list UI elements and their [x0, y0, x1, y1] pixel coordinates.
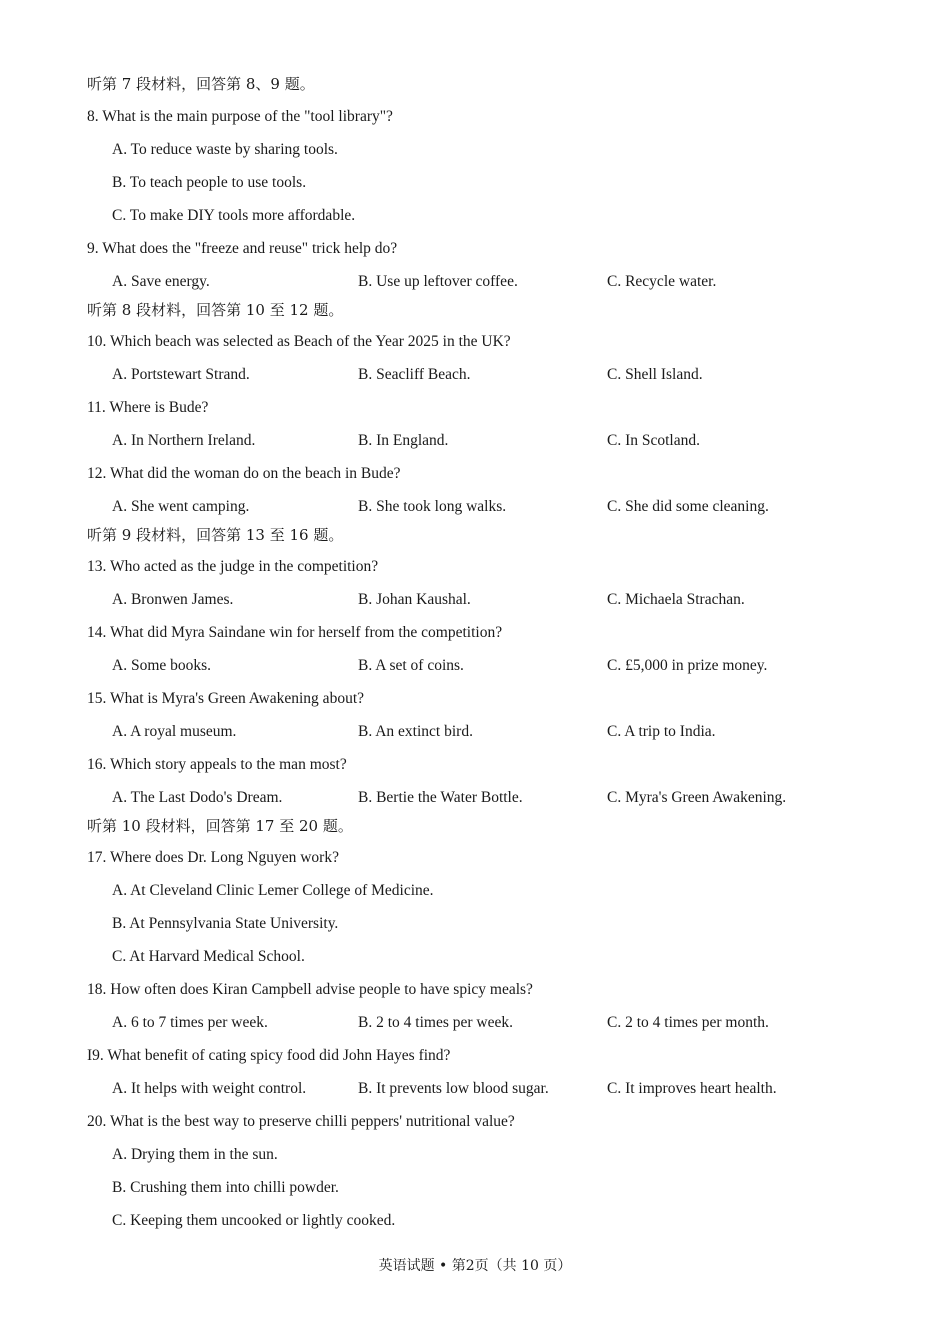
section-heading: 听第 8 段材料，回答第 10 至 12 题。	[87, 301, 344, 319]
answer-option: A. A royal museum.	[112, 723, 237, 740]
answer-option: B. An extinct bird.	[358, 723, 473, 740]
question-stem: 10. Which beach was selected as Beach of the Year 2025 in the UK?	[87, 333, 511, 350]
question-stem: 14. What did Myra Saindane win for herself from the competition?	[87, 624, 503, 641]
answer-option: C. £5,000 in prize money.	[607, 657, 768, 674]
answer-option: B. To teach people to use tools.	[112, 174, 307, 191]
answer-option: A. Portstewart Strand.	[112, 366, 250, 383]
section-heading: 听第 10 段材料，回答第 17 至 20 题。	[87, 817, 353, 835]
answer-option: C. Recycle water.	[607, 273, 717, 290]
question-stem: 15. What is Myra's Green Awakening about?	[87, 690, 365, 707]
answer-option: A. 6 to 7 times per week.	[112, 1014, 268, 1031]
answer-option: B. Seacliff Beach.	[358, 366, 471, 383]
answer-option: B. Bertie the Water Bottle.	[358, 789, 523, 806]
answer-option: C. Shell Island.	[607, 366, 703, 383]
answer-option: A. She went camping.	[112, 498, 250, 515]
question-stem: 13. Who acted as the judge in the competition?	[87, 558, 379, 575]
question-stem: 17. Where does Dr. Long Nguyen work?	[87, 849, 339, 866]
answer-option: B. 2 to 4 times per week.	[358, 1014, 513, 1031]
question-stem: 9. What does the "freeze and reuse" trick help do?	[87, 240, 398, 257]
question-stem: I9. What benefit of cating spicy food did John Hayes find?	[87, 1047, 451, 1064]
section-heading: 听第 9 段材料，回答第 13 至 16 题。	[87, 526, 344, 544]
answer-option: B. It prevents low blood sugar.	[358, 1080, 549, 1097]
answer-option: A. Bronwen James.	[112, 591, 234, 608]
answer-option: B. Crushing them into chilli powder.	[112, 1179, 339, 1196]
question-stem: 16. Which story appeals to the man most?	[87, 756, 347, 773]
answer-option: C. To make DIY tools more affordable.	[112, 207, 356, 224]
answer-option: B. At Pennsylvania State University.	[112, 915, 339, 932]
answer-option: B. Use up leftover coffee.	[358, 273, 518, 290]
question-stem: 11. Where is Bude?	[87, 399, 209, 416]
answer-option: A. Drying them in the sun.	[112, 1146, 278, 1163]
question-stem: 18. How often does Kiran Campbell advise people to have spicy meals?	[87, 981, 533, 998]
answer-option: A. In Northern Ireland.	[112, 432, 256, 449]
answer-option: C. Keeping them uncooked or lightly cooked.	[112, 1212, 396, 1229]
section-heading: 听第 7 段材料，回答第 8、9 题。	[87, 75, 315, 93]
answer-option: B. A set of coins.	[358, 657, 464, 674]
answer-option: B. She took long walks.	[358, 498, 507, 515]
answer-option: C. In Scotland.	[607, 432, 700, 449]
page-footer: 英语试题 • 第2页（共 10 页）	[378, 1258, 572, 1274]
answer-option: A. Save energy.	[112, 273, 210, 290]
answer-option: C. Myra's Green Awakening.	[607, 789, 787, 806]
answer-option: A. To reduce waste by sharing tools.	[112, 141, 338, 158]
answer-option: B. Johan Kaushal.	[358, 591, 471, 608]
answer-option: C. A trip to India.	[607, 723, 716, 740]
answer-option: C. It improves heart health.	[607, 1080, 777, 1097]
answer-option: A. Some books.	[112, 657, 212, 674]
answer-option: C. 2 to 4 times per month.	[607, 1014, 769, 1031]
answer-option: A. At Cleveland Clinic Lemer College of Medicine.	[112, 882, 434, 899]
question-stem: 12. What did the woman do on the beach in Bude?	[87, 465, 401, 482]
answer-option: A. It helps with weight control.	[112, 1080, 307, 1097]
answer-option: C. She did some cleaning.	[607, 498, 769, 515]
question-stem: 8. What is the main purpose of the "tool library"?	[87, 108, 393, 125]
answer-option: C. Michaela Strachan.	[607, 591, 745, 608]
answer-option: C. At Harvard Medical School.	[112, 948, 305, 965]
answer-option: A. The Last Dodo's Dream.	[112, 789, 283, 806]
answer-option: B. In England.	[358, 432, 449, 449]
question-stem: 20. What is the best way to preserve chilli peppers' nutritional value?	[87, 1113, 515, 1130]
